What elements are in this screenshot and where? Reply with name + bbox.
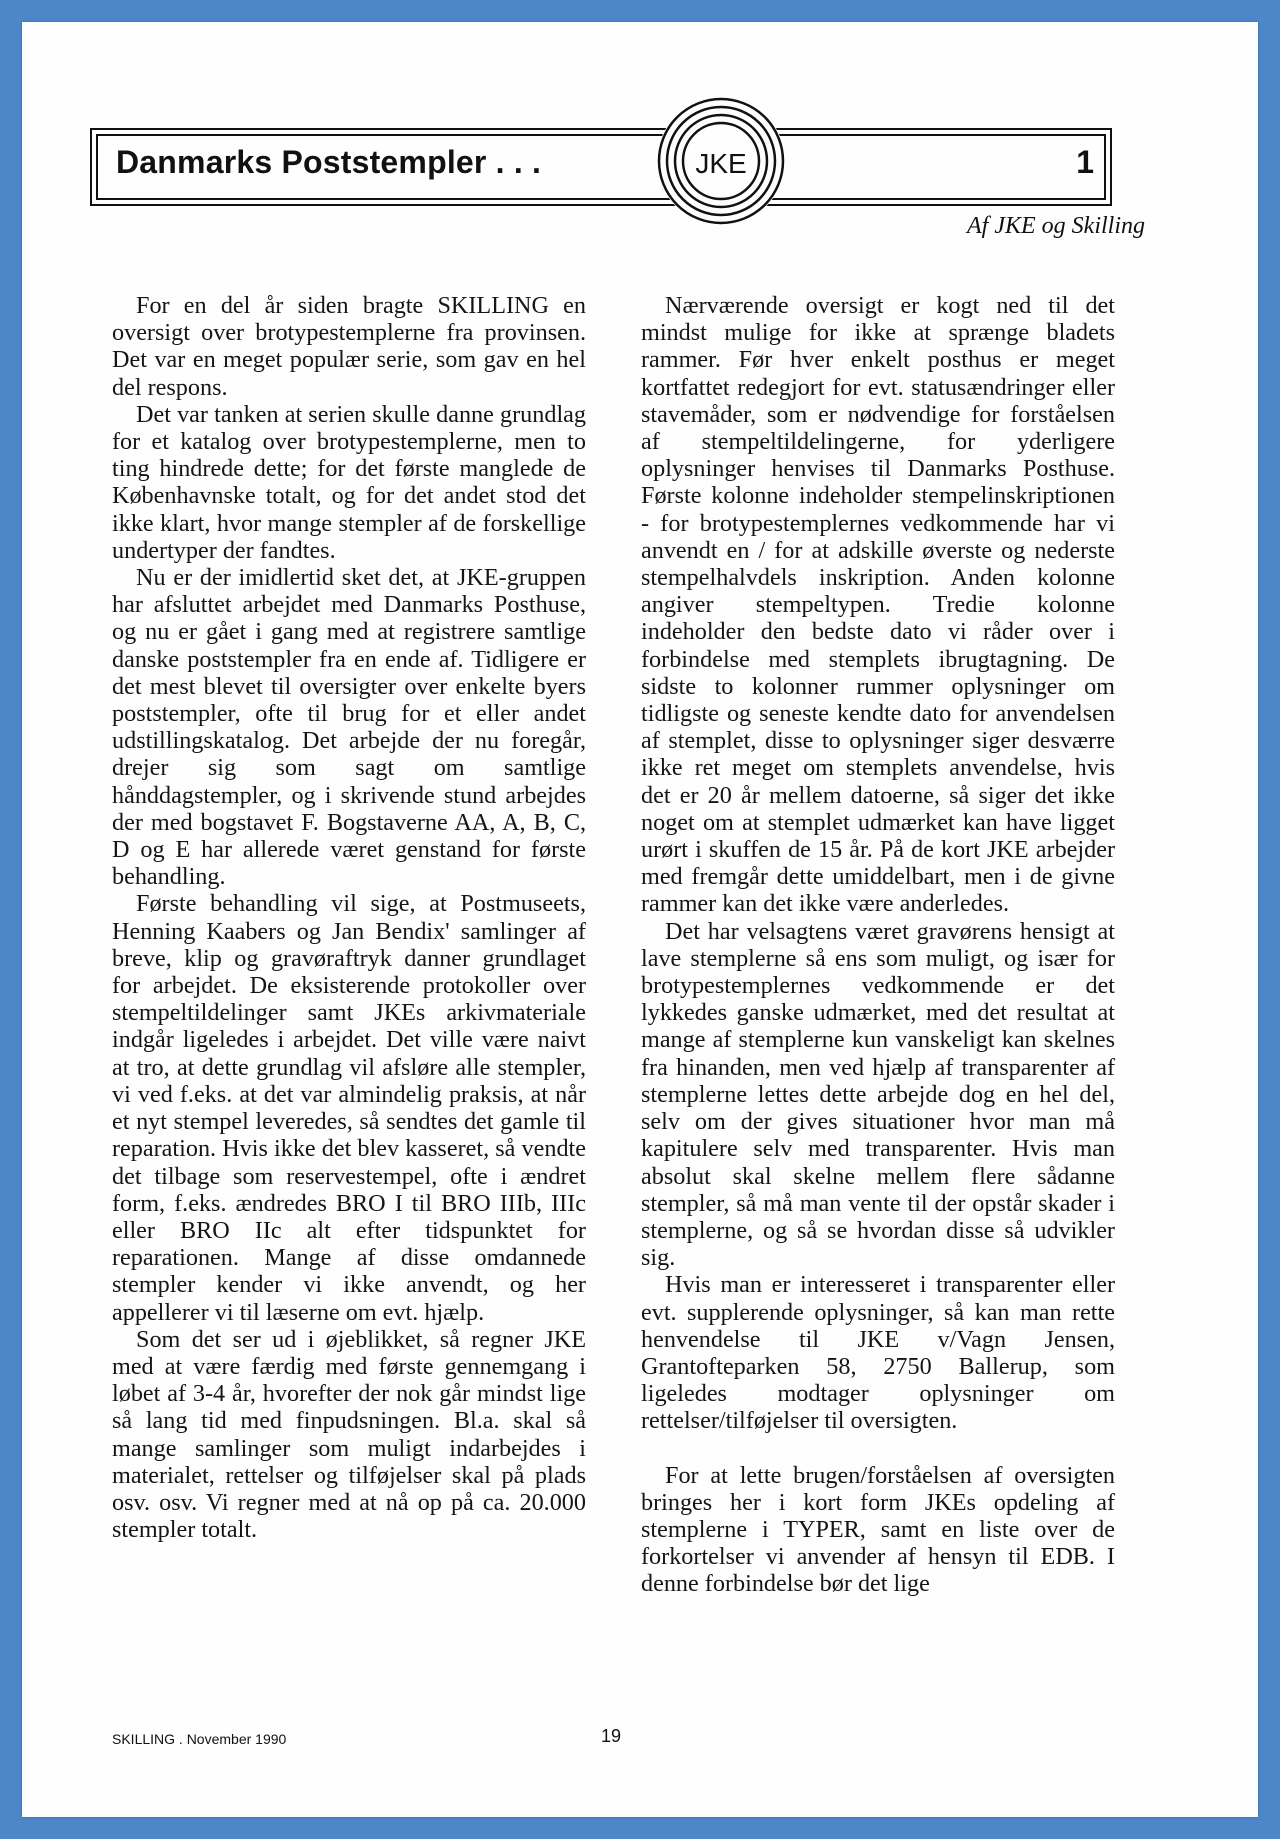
footer-page-number: 19 xyxy=(601,1726,622,1746)
footer-publication: SKILLING . November 1990 xyxy=(112,1731,287,1747)
left-column xyxy=(112,292,586,1543)
paragraph: Det har velsagtens været gravørens hensigt at lave stemplerne så ens som muligt, og især for brotypestemplernes vedkommende er det lykkedes ganske udmærket, med det resultat at mange af stemplerne kun vanskeligt kan skelnes fra hinanden, men ved hjælp af transparenter af stemplerne lettes dette arbejde dog en hel del, selv om der gives situationer hvor man må kapitulere selv med transparenter. Hvis man absolut skal skelne mellem flere sådanne stempler, så må man vente til der opstår skader i stemplerne, og så se hvordan disse så udvikler sig. xyxy=(641,917,1115,1272)
paragraph: Som det ser ud i øjeblikket, så regner JKE med at være færdig med første gennemgang i løbet af 3-4 år, hvorefter der nok går mindst lige så lang tid med finpudsningen. Bl.a. skal så mange samlinger som muligt indarbejdes i materialet, rettelser og tilføjelser skal på plads osv. osv. Vi regner med at nå op på ca. 20.000 stempler totalt. xyxy=(112,1325,586,1544)
article-part-number: 1 xyxy=(1076,144,1094,180)
paragraph: Hvis man er interesseret i transparenter eller evt. supplerende oplysninger, så kan man rette henvendelse til JKE v/Vagn Jensen, Grantofteparken 58, 2750 Ballerup, som ligeledes modtager oplysninger om rettelser/tilføjelser til oversigten. xyxy=(641,1271,1115,1435)
paragraph: Nærværende oversigt er kogt ned til det mindst mulige for ikke at sprænge bladets rammer. Før hver enkelt posthus er meget kortfattet redegjort for evt. statusændringer eller stavemåder, som er nødvendige for forståelsen af stempeltildelingerne, for yderligere oplysninger henvises til Danmarks Posthuse. Første kolonne indeholder stempelinskriptionen - for brotypestemplernes vedkommende har vi anvendt en / for at adskille øverste og nederste stempelhalvdels inskription. Anden kolonne angiver stempeltypen. Tredie kolonne indeholder den bedste dato vi råder over i forbindelse med stemplets ibrugtagning. De sidste to kolonner rummer oplysninger om tidligste og seneste kendte dato for anvendelsen af stemplet, disse to oplysninger siger desværre ikke ret meget om stemplets anvendelse, hvis det er 20 år mellem datoerne, så siger det ikke noget om at stemplet udmærket kan have ligget urørt i skuffen de 15 år. På de kort JKE arbejder med fremgår dette umiddelbart, men i de givne rammer kan det ikke være anderledes. xyxy=(641,292,1115,918)
article-title: Danmarks Poststempler . . . xyxy=(116,144,542,180)
jke-logo xyxy=(657,97,785,225)
header-frame xyxy=(90,128,1112,206)
byline: Af JKE og Skilling xyxy=(967,213,1145,239)
paragraph: For en del år siden bragte SKILLING en oversigt over brotypestemplerne fra provinsen. Det var en meget populær serie, som gav en hel del respons. xyxy=(112,292,586,401)
right-column xyxy=(641,292,1115,1598)
paragraph: For at lette brugen/forståelsen af oversigten bringes her i kort form JKEs opdeling af stemplerne i TYPER, samt en liste over de forkortelser vi anvender af hensyn til EDB. I denne forbindelse bør det lige xyxy=(641,1461,1115,1598)
paragraph: Det var tanken at serien skulle danne grundlag for et katalog over brotypestemplerne, men to ting hindrede dette; for det første manglede de Københavnske totalt, og for det andet stod det ikke klart, hvor mange stempler af de forskellige undertyper der fandtes. xyxy=(112,400,586,564)
logo-text: JKE xyxy=(695,148,747,179)
paragraph: Første behandling vil sige, at Postmuseets, Henning Kaabers og Jan Bendix' samlinger af breve, klip og gravøraftryk danner grundlaget for arbejdet. De eksisterende protokoller over stempeltildelinger samt JKEs arkivmateriale indgår ligeledes i arbejdet. Det ville være naivt at tro, at dette grundlag vil afsløre alle stempler, vi ved f.eks. at det var almindelig praksis, at når et nyt stempel leveredes, så sendtes det gamle til reparation. Hvis ikke det blev kasseret, så vendte det tilbage som reservestempel, ofte i ændret form, f.eks. ændredes BRO I til BRO IIIb, IIIc eller BRO IIc alt efter tidspunktet for reparationen. Mange af disse omdannede stempler kender vi ikke anvendt, og her appellerer vi til læserne om evt. hjælp. xyxy=(112,890,586,1326)
jke-logo-icon xyxy=(657,97,785,225)
paragraph: Nu er der imidlertid sket det, at JKE-gruppen har afsluttet arbejdet med Danmarks Posthuse, og nu er gået i gang med at registrere samtlige danske poststempler fra en ende af. Tidligere er det mest blevet til oversigter over enkelte byers poststempler, ofte til brug for et eller andet udstillingskatalog. Det arbejde der nu foregår, drejer sig som sagt om samtlige hånddagstempler, og i skrivende stund arbejdes der med bogstavet F. Bogstaverne AA, A, B, C, D og E har allerede været genstand for første behandling. xyxy=(112,564,586,891)
